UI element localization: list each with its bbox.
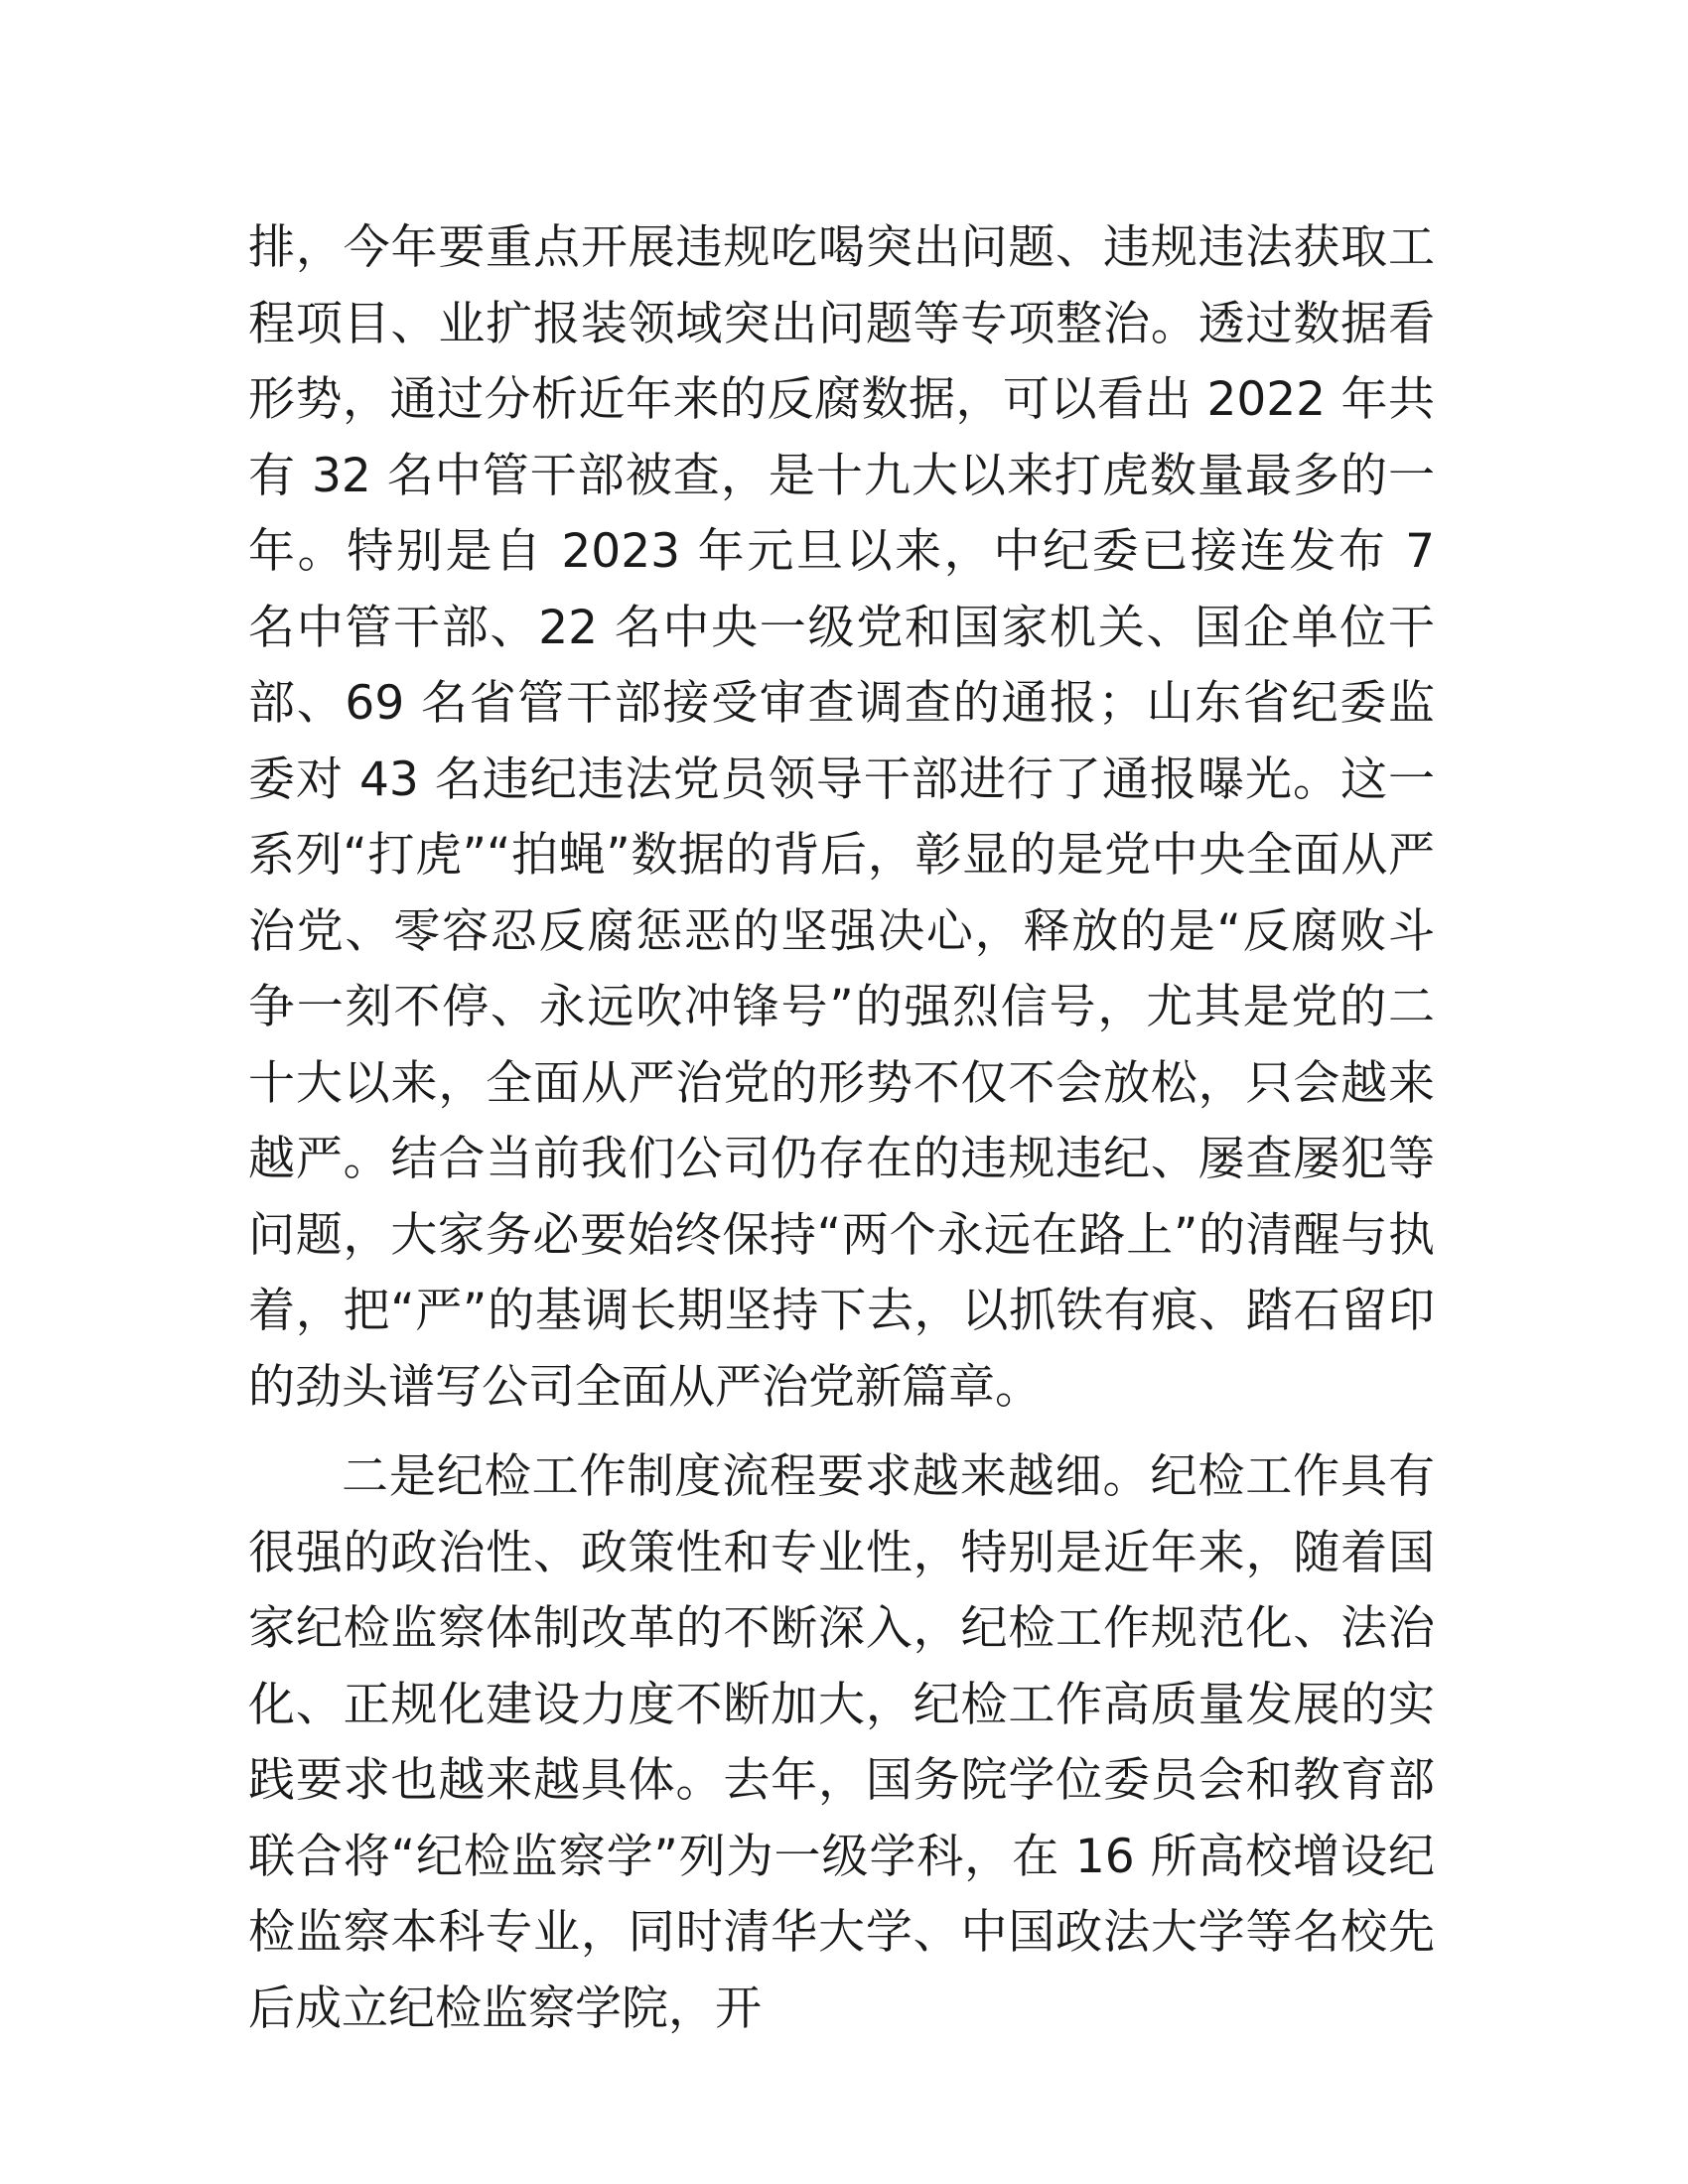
paragraph-continuation: 排，今年要重点开展违规吃喝突出问题、违规违法获取工程项目、业扩报装领域突出问题等专项整治。透过数据看形势，通过分析近年来的反腐数据，可以看出 2022 年共有 32 名中管干部被查，是十九大以来打虎数量最多的一年。特别是自 2023 年元旦以来，中纪委已接连发布 7 名中管干部、22 名中央一级党和国家机关、国企单位干部、69 名省管干部接受审查调查的通报；山东省纪委监委对 43 名违纪违法党员领导干部进行了通报曝光。这一系列“打虎”“拍蝇”数据的背后，彰显的是党中央全面从严治党、零容忍反腐惩恶的坚强决心，释放的是“反腐败斗争一刻不停、永远吹冲锋号”的强烈信号，尤其是党的二十大以来，全面从严治党的形势不仅不会放松，只会越来越严。结合当前我们公司仍存在的违规违纪、屡查屡犯等问题，大家务必要始终保持“两个永远在路上”的清醒与执着，把“严”的基调长期坚持下去，以抓铁有痕、踏石留印的劲头谱写公司全面从严治党新篇章。 — [248, 220, 1435, 1415]
document-body — [248, 210, 1435, 2047]
paragraph-discipline-inspection: 二是纪检工作制度流程要求越来越细。纪检工作具有很强的政治性、政策性和专业性，特别是近年来，随着国家纪检监察体制改革的不断深入，纪检工作规范化、法治化、正规化建设力度不断加大，纪检工作高质量发展的实践要求也越来越具体。去年，国务院学位委员会和教育部联合将“纪检监察学”列为一级学科，在 16 所高校增设纪检监察本科专业，同时清华大学、中国政法大学等名校先后成立纪检监察学院，开 — [248, 1449, 1435, 2036]
